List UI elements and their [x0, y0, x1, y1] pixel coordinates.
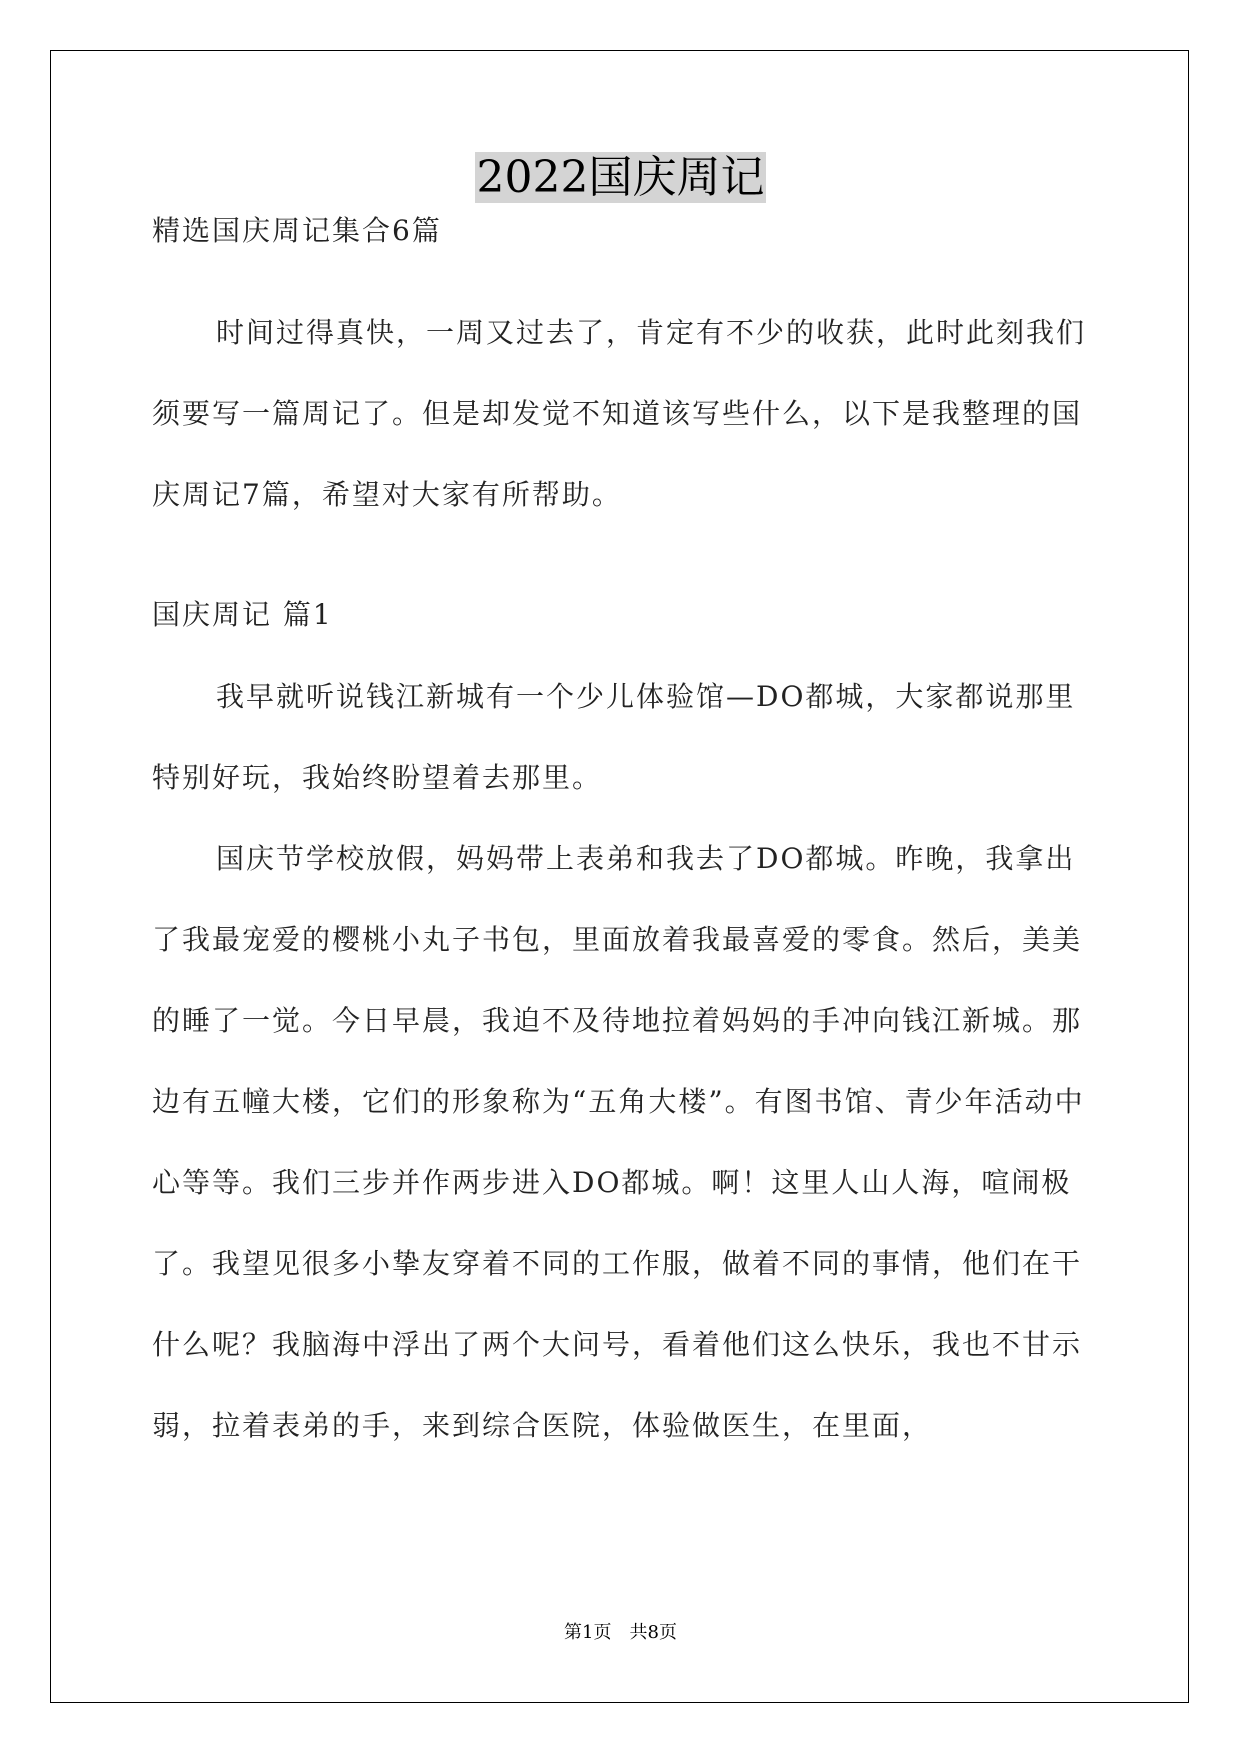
section-heading: 国庆周记 篇1 — [152, 598, 333, 631]
body-paragraph-1: 我早就听说钱江新城有一个少儿体验馆—DO都城，大家都说那里特别好玩，我始终盼望着去那里。 — [152, 680, 1076, 794]
page-number: 第1页 共8页 — [564, 1622, 677, 1643]
body-paragraph-2: 国庆节学校放假，妈妈带上表弟和我去了DO都城。昨晚，我拿出了我最宠爱的樱桃小丸子书包，里面放着我最喜爱的零食。然后，美美的睡了一觉。今日早晨，我迫不及待地拉着妈妈的手冲向钱江新城。那边有五幢大楼，它们的形象称为“五角大楼”。有图书馆、青少年活动中心等等。我们三步并作两步进入DO都城。啊！这里人山人海，喧闹极了。我望见很多小挚友穿着不同的工作服，做着不同的事情，他们在干什么呢？我脑海中浮出了两个大问号，看着他们这么快乐，我也不甘示弱，拉着表弟的手，来到综合医院，体验做医生，在里面， — [152, 842, 1085, 1442]
intro-paragraph: 时间过得真快，一周又过去了，肯定有不少的收获，此时此刻我们须要写一篇周记了。但是却发觉不知道该写些什么，以下是我整理的国庆周记7篇，希望对大家有所帮助。 — [152, 316, 1087, 511]
subtitle: 精选国庆周记集合6篇 — [152, 214, 442, 247]
title-highlight: 2022国庆周记 — [476, 152, 765, 203]
